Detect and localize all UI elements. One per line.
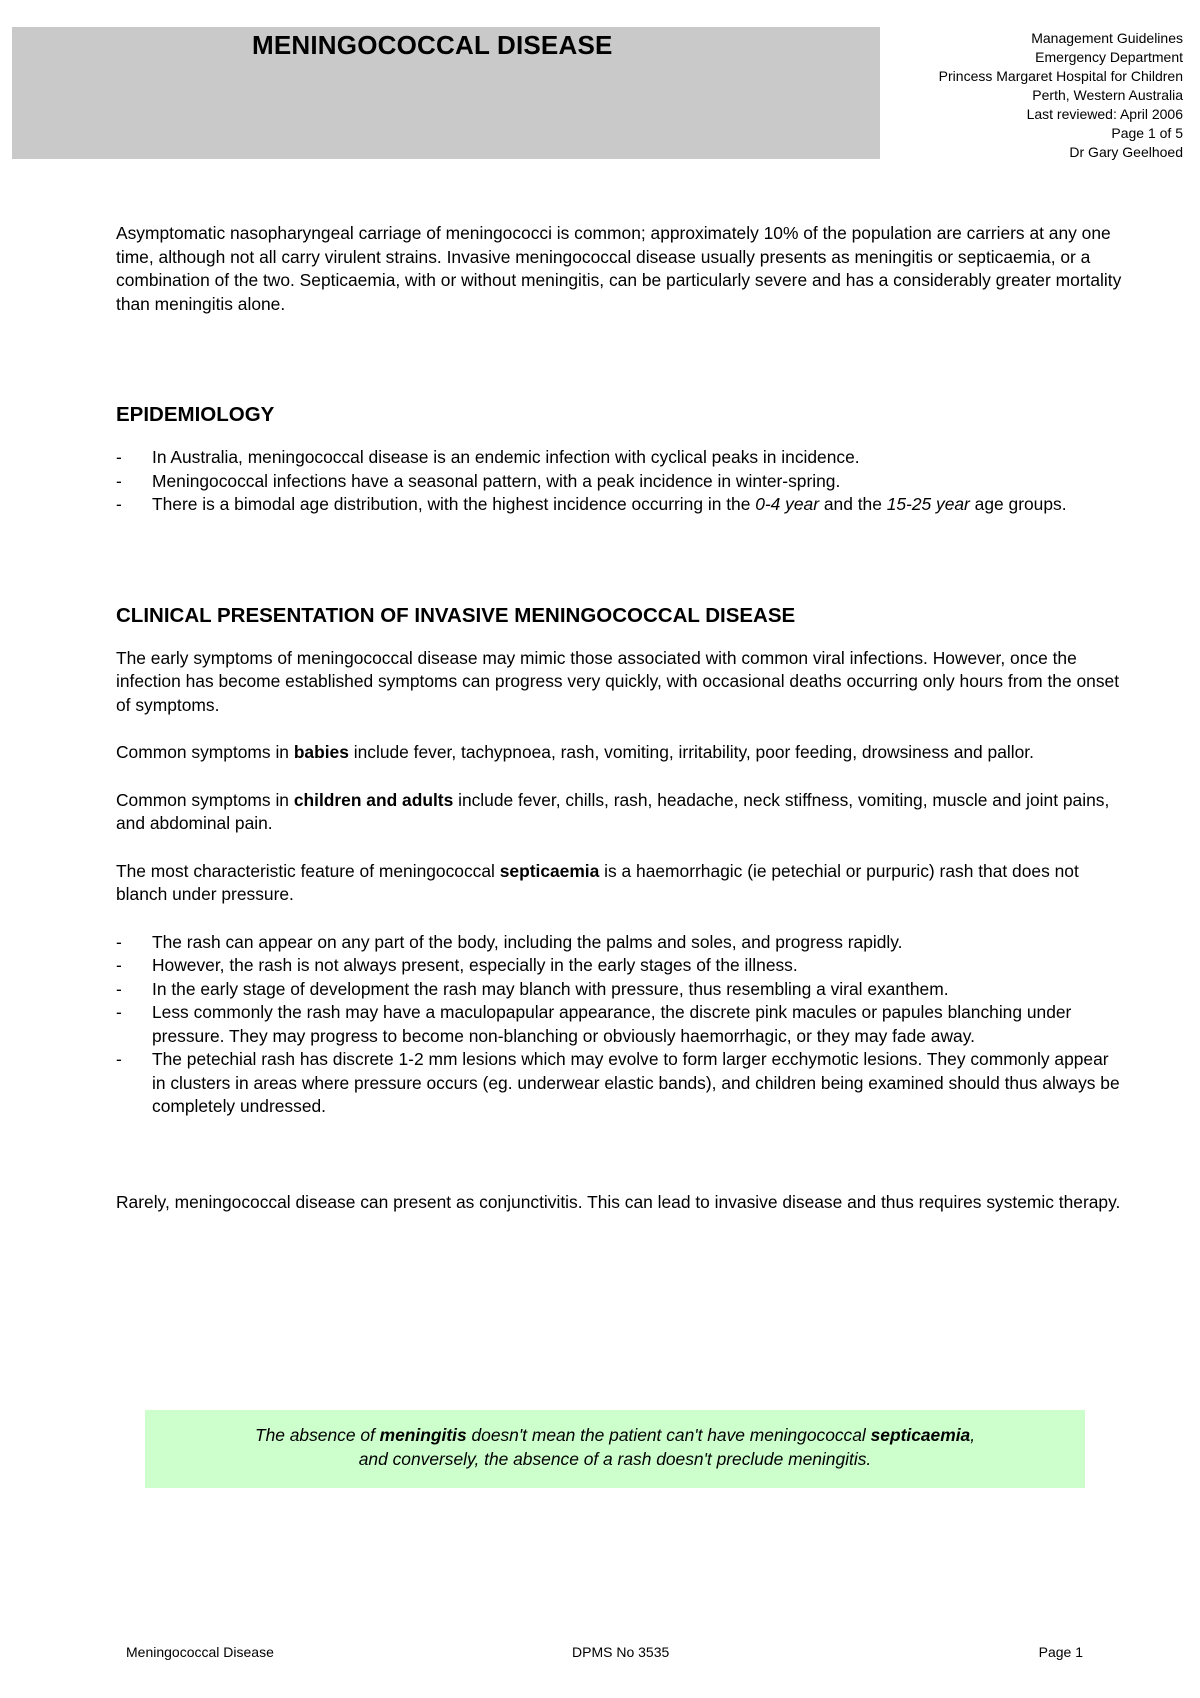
text-segment: The most characteristic feature of meningococcal (116, 860, 500, 881)
text-segment: include fever, tachypnoea, rash, vomiting, irritability, poor feeding, drowsiness and pallor. (348, 742, 1034, 762)
conjunctivitis-paragraph: Rarely, meningococcal disease can present as conjunctivitis. This can lead to invasive disease and thus requires systemic therapy. (116, 1191, 1121, 1212)
list-item: - In the early stage of development the rash may blanch with pressure, thus resembling a viral exanthem. (116, 978, 1126, 1002)
footer-page-number: Page 1 (1038, 1644, 1083, 1660)
meta-line: Dr Gary Geelhoed (1069, 144, 1183, 160)
list-item (116, 493, 1126, 517)
bold-term: septicaemia (499, 860, 600, 881)
epidemiology-heading: EPIDEMIOLOGY (116, 403, 275, 426)
babies-symptoms-paragraph (116, 741, 1126, 765)
list-item: - Less commonly the rash may have a maculopapular appearance, the discrete pink macules or papules blanching under pressure. They may progress to become non-blanching or obviously haemorrhagic, or they may fade away. (116, 1001, 1126, 1048)
bold-term: children and adults (293, 789, 454, 810)
age-group-emphasis: 15-25 year (886, 494, 970, 514)
document-body (116, 222, 1126, 1214)
bold-term: babies (293, 742, 349, 762)
text-segment: The absence of (254, 1425, 380, 1445)
list-item: - Meningococcal infections have a seasonal pattern, with a peak incidence in winter-spring. (116, 470, 1126, 494)
rash-list (116, 931, 1126, 1119)
clinical-presentation-heading: CLINICAL PRESENTATION OF INVASIVE MENINGOCOCCAL DISEASE (116, 603, 796, 627)
footer-dpms-number: DPMS No 3535 (572, 1644, 670, 1660)
meta-line: Perth, Western Australia (1032, 87, 1183, 103)
text-segment: doesn't mean the patient can't have meningococcal (466, 1425, 871, 1445)
text-segment: age groups. (969, 494, 1067, 514)
meta-line: Emergency Department (1035, 49, 1183, 65)
text-segment: , (970, 1425, 976, 1445)
page-title: MENINGOCOCCAL DISEASE (252, 30, 613, 60)
age-group-emphasis: 0-4 year (755, 494, 820, 514)
list-item: - However, the rash is not always present, especially in the early stages of the illness. (116, 954, 1126, 978)
septicaemia-paragraph (116, 860, 1126, 907)
meta-line: Page 1 of 5 (1111, 125, 1183, 141)
footer-document-name: Meningococcal Disease (126, 1644, 274, 1660)
list-item: - In Australia, meningococcal disease is an endemic infection with cyclical peaks in incidence. (116, 446, 1126, 470)
key-point-callout (145, 1410, 1085, 1488)
intro-paragraph: Asymptomatic nasopharyngeal carriage of meningococci is common; approximately 10% of the population are carriers at any one time, although not all carry virulent strains. Invasive meningococcal disease usually presents as meningitis or septicaemia, or a combination of the two. Septicaemia, with or without meningitis, can be particularly severe and has a considerably greater mortality than meningitis alone. (116, 223, 1122, 314)
meta-line: Last reviewed: April 2006 (1026, 106, 1183, 122)
list-item: - The petechial rash has discrete 1-2 mm lesions which may evolve to form larger ecchymotic lesions. They commonly appear in clusters in areas where pressure occurs (eg. underwear elastic bands), and children being examined should thus always be completely undressed. (116, 1048, 1126, 1119)
epidemiology-list (116, 446, 1126, 517)
children-symptoms-paragraph (116, 789, 1126, 836)
text-segment: Common symptoms in (116, 742, 294, 762)
callout-line-1 (145, 1424, 1085, 1448)
meta-line: Management Guidelines (1031, 30, 1183, 46)
bold-term: septicaemia (870, 1425, 971, 1445)
text-segment: include fever, chills, rash, headache, neck stiffness, vomiting, muscle and joint pains, and abdominal pain. (116, 789, 1110, 833)
document-meta (853, 29, 1183, 162)
text-segment: There is a bimodal age distribution, with the highest incidence occurring in the (152, 494, 756, 514)
list-item: - The rash can appear on any part of the body, including the palms and soles, and progress rapidly. (116, 931, 1126, 955)
text-segment: Common symptoms in (116, 789, 294, 810)
callout-line-2: and conversely, the absence of a rash doesn't preclude meningitis. (358, 1448, 872, 1469)
meta-line: Princess Margaret Hospital for Children (938, 68, 1183, 84)
early-symptoms-paragraph: The early symptoms of meningococcal disease may mimic those associated with common viral infections. However, once the infection has become established symptoms can progress very quickly, with occasional deaths occurring only hours from the onset of symptoms. (116, 647, 1120, 715)
text-segment: and the (819, 494, 887, 514)
text-segment: is a haemorrhagic (ie petechial or purpuric) rash that does not blanch under pressure. (116, 860, 1079, 904)
bold-term: meningitis (379, 1425, 467, 1445)
title-banner (12, 27, 880, 159)
